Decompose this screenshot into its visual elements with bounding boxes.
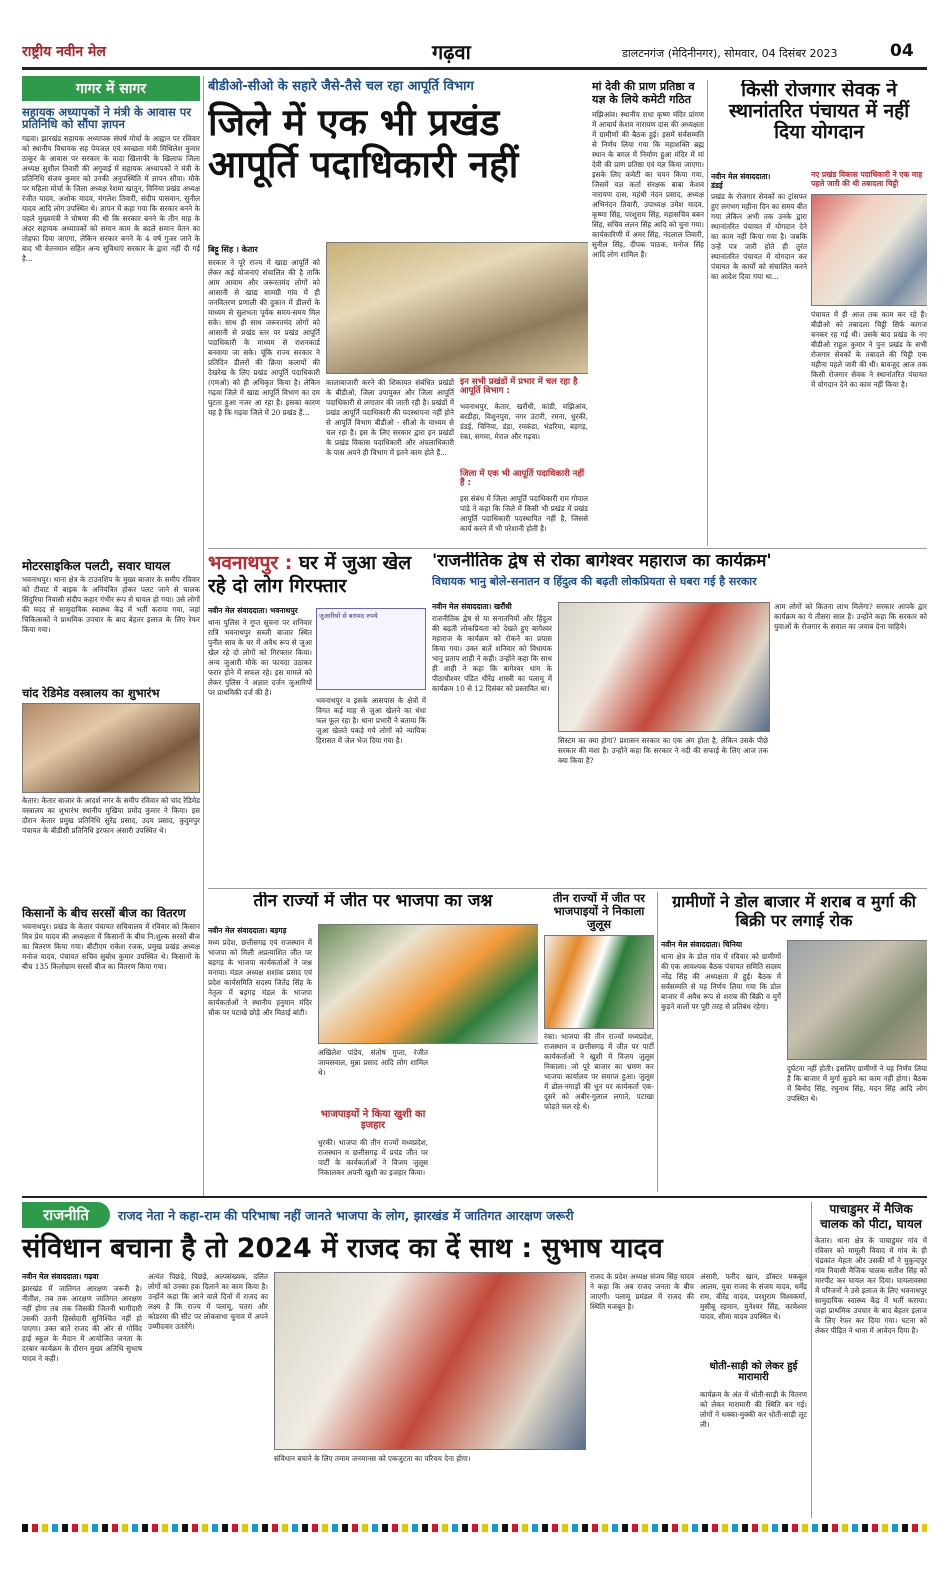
gambling-body1: थाना पुलिस ने गुप्त सूचना पर शनिवार रात्रि भवनाथपुर सब्जी बाजार स्थित पुनीत साव के घर में अवैध रूप से जुआ खेल रहे दो लोगों को गिरफ्तार किया। अन्य जुआरी मौके का फायदा उठाकर फरार होने में सफल रहे। इस मामले को लेकर पुलिस ने अज्ञात दर्जन जुआरियों पर प्राथमिकी दर्ज की है।	[208, 618, 312, 697]
rajneeti-label: राजनीति	[22, 1202, 110, 1228]
bageshwar-body3: आम लोगों को कितना लाभ मिलेगा? सरकार आपके द्वार कार्यक्रम का ये तीसरा साल है। उन्होंने कहा कि सरकार को युवाओं के रोजगार के सवाल का जवाब देना चाहिये।	[774, 602, 927, 631]
rajneeti-col3: संविधान बचाने के लिए तमाम जनमानस को एकजुटता का परिचय देना होगा।	[274, 1454, 471, 1463]
devi-headline: मां देवी की प्राण प्रतिष्ठा व यज्ञ के लिये कमेटी गठित	[592, 80, 695, 106]
dol-body2: दुर्घटना नहीं होती। इसलिए ग्रामीणों ने यह निर्णय लिया है कि बाजार में मुर्गा कुड़ने का काम नहीं होगा। बैठक में बिनोद सिंह, रघुनाथ सिंह, मदन सिंह आदि लोग उपस्थित थे।	[787, 1064, 927, 1103]
bjp-subhead: भाजपाइयों ने किया खुशी का इजहार	[320, 1109, 426, 1131]
bjp-byline: नवीन मेल संवाददाता। बड़गड़	[208, 926, 287, 935]
gambling-headline-text: घर में जुआ खेल रहे दो लोग गिरफ्तार	[208, 552, 412, 597]
paper-logo: राष्ट्रीय नवीन मेल	[22, 44, 106, 60]
lead-byline: बिट्टू सिंह । केतार	[208, 245, 258, 254]
rajneeti-byline: नवीन मेल संवाददाता। गढ़वा	[22, 1272, 99, 1281]
lead-col1: सरकार ने पूरे राज्य में खाद्य आपूर्ति को लेकर कई योजनाएं संचालित की है ताकि आम आवाम और जरूरतमंद लोगों को आसानी से खाद्य सामग्री गांव में ही जनवितरण प्रणाली की दुकान में डीलरों के माध्यम से सुलभता पूर्वक समय-समय मिल सके। साथ ही साथ जरूरतमंद लोगों को आसानी से प्रखंड स्तर पर प्रखंड आपूर्ति पदाधिकारी के माध्यम से राशनकार्ड बनवाया जा सके। चूंकि राज्य सरकार ने प्रतिदिन डीलरों की क्रिया कलापों की देखरेख के लिए प्रखंड आपूर्ति पदाधिकारी (एमओ) को ही अधिकृत किया है। लेकिन गढ़वा जिले में खाद्य आपूर्ति विभाग का दम घुटता हुआ नजर आ रहा है। इसका कारण यह है कि गढ़वा जिले में 20 प्रखंड हैं...	[208, 258, 320, 417]
story-seeds-headline: किसानों के बीच सरसों बीज का वितरण	[22, 906, 186, 921]
page-number: 04	[890, 41, 914, 61]
rozgar-photo-building	[811, 194, 927, 306]
rajneeti-col4: राजद के प्रदेश अध्यक्ष संजय सिंह यादव ने कहा कि अब राजद जनता के बीच जाएगी। पलामू प्रमंडल में राजद की स्थिति मजबूत है।	[590, 1272, 694, 1311]
story-teachers-headline: सहायक अध्यापकों ने मंत्री के आवास पर प्रतिनिधि को सौंपा ज्ञापन	[22, 105, 192, 132]
bjp-photo-celebration	[318, 924, 538, 1044]
mid-page-rule-2	[208, 888, 927, 889]
bageshwar-body2: सिस्टम का क्या होगा? प्रशासन सरकार का एक अंग होता है, लेकिन उसके पीछे सरकार की मंशा है। उन्होंने कहा कि सरकार ने नदी की सफाई के लिए आज तक क्या किया है?	[558, 736, 768, 765]
bageshwar-body1: राजनीतिक द्वेष से या सनातनियों और हिंदुत्व की बढ़ती लोकप्रियता को देखते हुए बागेश्वर महाराज के कार्यक्रम को रोकने का प्रयास किया गया। उक्त बातें शनिवार को विधायक भानु प्रताप शाही ने कही। उन्होंने कहा कि साथ ही शाही ने कहा कि बागेश्वर धाम के पीठाधीश्वर पंडित धीरेंद्र शास्त्री का पलामू में कार्यक्रम 10 से 12 दिसंबर को प्रस्तावित था।	[432, 614, 552, 693]
pachadumar-body: केतार। थाना क्षेत्र के पाचाडुमर गांव में रविवार को मामूली विवाद में गांव के ही चंद्रकांत मेहता और उसकी माँ ने मुकुन्दपुर गांव निवासी मैजिक चालक सतीश सिंह को मारपीट कर घायल कर दिया। घायलावस्था में परिजनों ने उसे इलाज के लिए भवनाथपुर सामुदायिक स्वास्थ्य केंद्र में भर्ती कराया। जहां प्राथमिक उपचार के बाद बेहतर इलाज के लिए रेफर कर दिया गया। घटना को लेकर पीड़ित ने थाना में आवेदन दिया है।	[815, 1236, 927, 1335]
rozgar-body1: प्रखंड के रोजगार सेवकों का ट्रांसफर हुए लगभग महीना दिन का समय बीत गया लेकिन अभी तक उनके द्वारा स्थानांतरित पंचायत में योगदान देने का काम नहीं किया गया है। जबकि उन्हें पत्र जारी होते ही तुरंत स्थानांतरित पंचायत में योगदान कर पंचायत के कार्यों को संचालित करने का आदेश दिया गया था...	[711, 192, 807, 281]
bageshwar-headline: 'राजनीतिक द्वेष से रोका बागेश्वर महाराज का कार्यक्रम'	[432, 552, 772, 571]
bageshwar-photo-mla	[558, 602, 770, 732]
julus-body: रंका। भाजपा की तीन राज्यों मध्यप्रदेश, राजस्थान व छत्तीसगढ़ में जीत पर पार्टी कार्यकर्ताओं ने खुशी में विजय जुलूस निकाला। जो पूरे बाजार का भ्रमण कर भाजपा कार्यालय पर समाप्त हुआ। जुलूस में ढोल-नगाड़ों की धुन पर कार्यकर्ता एक-दूसरे को अबीर-गुलाल लगाते, पटाखा फोड़ते चल रहे थे।	[544, 1032, 654, 1111]
story-motorcycle-headline: मोटरसाइकिल पलटी, सवार घायल	[22, 558, 171, 573]
julus-headline: तीन राज्यों में जीत पर भाजपाइयों ने निकाला जुलूस	[552, 892, 646, 931]
rajneeti-divider	[811, 1202, 812, 1518]
rajneeti-col5: अंसारी, फरीद खान, डॉक्टर मकबूल आलम, युवा राजद के संजय यादव, धर्मेंद्र राम, बीरेंद्र यादव, परशुराम विश्वकर्मा, मुसीबू रहमान, मुनेश्वर सिंह, कामेश्वर यादव, सीमा यादव उपस्थित थे।	[700, 1272, 807, 1321]
lead-photo-grain-sacks	[326, 242, 588, 374]
rajneeti-col2: अत्यंत पिछड़े, पिछड़े, अल्पसंख्यक, दलित लोगों को उनका हक दिलाने का काम किया है। उन्होंने कहा कि आने वाले दिनों में राजद का लक्ष्य है कि राज्य में पलामू, चतरा और कोडरमा की सीट पर लोकसभा चुनाव में अपने उम्मीदवार उतारेंगे।	[148, 1272, 268, 1331]
rozgar-headline: किसी रोजगार सेवक ने स्थानांतरित पंचायत में नहीं दिया योगदान	[728, 80, 910, 143]
rajneeti-story	[22, 1272, 807, 1518]
dateline: डालटनगंज (मेदिनीनगर), सोमवार, 04 दिसंबर 2023	[622, 47, 838, 60]
left-band: गागर में सागर	[22, 76, 200, 101]
dol-headline: ग्रामीणों ने डोल बाजार में शराब व मुर्गा की बिक्री पर लगाई रोक	[672, 892, 916, 930]
gambling-story	[208, 552, 426, 886]
julus-photo-procession	[544, 935, 654, 1029]
rajneeti-kicker: राजद नेता ने कहा-राम की परिभाषा नहीं जानते भाजपा के लोग, झारखंड में जातिगत आरक्षण जरूरी	[118, 1208, 574, 1223]
rajneeti-col1: झारखंड में जातिगत आरक्षण जरूरी है। नीतीश, तब तक आरक्षण जातिगत आरक्षण नहीं होगा तब तक जिसकी जितनी भागीदारी उसकी उतनी हिस्सेदारी सुनिश्चित नहीं हो पाएगा। उक्त बातें राजद की ओर से गोविंद हाई स्कूल के मैदान में आयोजित जनता के दरबार कार्यक्रम के दौरान मुख्य अतिथि सुभाष यादव ने कही।	[22, 1284, 142, 1363]
mid-col-divider	[707, 80, 708, 546]
gambling-clipping	[316, 608, 426, 690]
story-readymade-headline: चांद रेडिमेड वस्त्रालय का शुभारंभ	[22, 685, 160, 700]
lead-col3b: इस संबंध में जिला आपूर्ति पदाधिकारी राम गोपाल पांडे ने कहा कि जिले में किसी भी प्रखंड में प्रखंड आपूर्ति पदाधिकारी पदस्थापित नहीं है, जिससे कार्य करने में भी परेशानी होती है।	[460, 494, 588, 533]
dol-story	[661, 892, 927, 1192]
rozgar-body2: पंचायत में ही आज तक काम कर रहे हैं। बीडीओ को तबादला चिट्ठी सिर्फ कागज बनकर रह गई थी। उसके बाद प्रखंड के नए बीडीओ राहुल कुमार ने पुनः प्रखंड के सभी रोजगार सेवकों के तबादले की चिट्ठी एक महीना पहले जारी की थी। बावजूद आज तक किसी रोजगार सेवक ने स्थानांतरित पंचायत में योगदान देने का काम नहीं किया है।	[811, 310, 927, 389]
bottom-color-bar	[22, 1524, 927, 1532]
mid-page-rule	[208, 548, 927, 549]
masthead-rule	[22, 67, 927, 70]
lead-headline: जिले में एक भी प्रखंड आपूर्ति पदाधिकारी नहीं	[208, 101, 519, 186]
left-column	[22, 76, 200, 1196]
devi-story	[592, 80, 704, 546]
bjp-body2: धुरकी। भाजपा की तीन राज्यों मध्यप्रदेश, राजस्थान व छत्तीसगढ़ में प्रचंड जीत पर पार्टी के कार्यकर्ताओं ने विजय जुलूस निकालकर अपनी खुशी का इजहार किया।	[318, 1138, 428, 1177]
pachadumar-story	[815, 1202, 927, 1518]
rozgar-story	[711, 80, 927, 546]
rozgar-photo-caption: नए प्रखंड विकास पदाधिकारी ने एक माह पहले जारी की थी तबादला चिट्ठी	[811, 170, 923, 188]
readymade-photo	[22, 703, 200, 793]
bjp-headline: तीन राज्यों में जीत पर भाजपा का जश्न	[253, 892, 493, 911]
dol-photo-villagers	[787, 940, 927, 1060]
dol-byline: नवीन मेल संवाददाता। चिनिया	[661, 940, 743, 949]
gambling-clipping-text: जुआरियों से बरामद रुपये	[319, 612, 378, 620]
lead-col3: भवनाथपुर, केतार, खरौंधी, कांडी, मझिआंव, बरडीहा, विशुनपुरा, नगर उंटारी, रमना, धुरकी, डंडई, चिनिया, डंडा, रमकंडा, भंडरिया, बड़गड़, रंका, सगमा, मेराल और गढ़वा।	[460, 402, 588, 441]
dol-body1: थाना क्षेत्र के डोल गांव में रविवार को ग्रामीणों की एक आवश्यक बैठक पंचायत समिति सदस्य नरेंद्र सिंह की अध्यक्षता में हुई। बैठक में सर्वसम्मति से यह निर्णय लिया गया कि डोल बाजार में अवैध रूप से शराब की बिक्री व मुर्गे कुड़ने वालों पर पूरी तरह से प्रतिबंध रहेगा।	[661, 952, 781, 1011]
julus-divider	[657, 892, 658, 1192]
story-readymade-body: केतार। केतार बाजार के आदर्श नगर के समीप रविवार को चांद रेडिमेड वस्त्रालय का शुभारंभ स्थानीय मुखिया प्रमोद कुमार ने किया। इस दौरान केतार प्रमुख प्रतिनिधि सुरेंद्र प्रसाद, उदय प्रसाद, कुदुमपुर पंचायत के बीडीसी प्रतिनिधि इरफान अंसारी उपस्थित थे।	[22, 796, 200, 836]
julus-story	[544, 892, 654, 1192]
bageshwar-byline: नवीन मेल संवाददाता। खरौंधी	[432, 602, 512, 611]
rajneeti-headline: संविधान बचाना है तो 2024 में राजद का दें साथ : सुभाष यादव	[22, 1233, 663, 1264]
lead-col3-head2: जिला में एक भी आपूर्ति पदाधिकारी नहीं हैं :	[460, 469, 585, 489]
pachadumar-headline: पाचाडुमर में मैजिक चालक को पीटा, घायल	[820, 1202, 922, 1231]
gambling-place: भवनाथपुर :	[208, 552, 293, 574]
gambling-headline	[208, 552, 426, 598]
devi-body: मझिआंव। स्थानीय राधा कृष्ण मंदिर प्रांगण में आचार्य केशव नारायण दास की अध्यक्षता में ग्रामीणों की बैठक हुई। इसमें सर्वसम्मति से निर्णय लिया गया कि महाशक्ति ब्रह्म स्थान के बगल में निर्माण हुआ मंदिर में मां देवी की प्राण प्रतिष्ठा एवं यज्ञ किया जाएगा। इसके लिए कमेटी का चयन किया गया, जिसमें यज्ञ कर्ता संरक्षक बाबा केशव नारायण दास, महंथी नंदन प्रसाद, अध्यक्ष अभिनंदन तिवारी, उपाध्यक्ष उमेश यादव, कृष्णा सिंह, परशुराम सिंह, महासचिव बबन सिंह, सचिव ललन सिंह आदि को चुना गया। कार्यकारिणी में अमर सिंह, नंदलाल तिवारी, सुनील सिंह, दीपक पाठक, मनोज सिंह आदि लोग शामिल हैं।	[592, 110, 704, 259]
story-seeds-body: भवनाथपुर। प्रखंड के केतार पंचायत सचिवालय में रविवार को किसान मित्र प्रेम यादव की अध्यक्षता में किसानों के बीच नि:शुल्क सरसों बीज का वितरण किया गया। बीटीएम राकेश रजक, प्रमुख प्रखंड अध्यक्ष मनोज यादव, पंचायत सचिव सुबोध कुमार उपस्थित थे। किसानों के बीच 135 किलोग्राम सरसों बीज का वितरण किया गया।	[22, 921, 200, 971]
rajneeti-top-rule	[22, 1196, 927, 1198]
rozgar-byline: नवीन मेल संवाददाता। डंडई	[711, 172, 771, 190]
bageshwar-story	[432, 552, 927, 886]
rajneeti-subhead: धोती-साड़ी को लेकर हुई मारामारी	[709, 1361, 798, 1383]
masthead	[22, 38, 927, 64]
bjp-body1: मध्य प्रदेश, छत्तीसगढ़ एवं राजस्थान में भाजपा को मिली अप्रत्याशित जीत पर बड़गड़ के भाजपा कार्यकर्ताओं ने जश्न मनाया। मंडल अध्यक्ष शशांक प्रसाद एवं प्रदेश कार्यसमिति सदस्य जितेंद्र सिंह के नेतृत्व में बड़गड़ मंडल के भाजपा कार्यकर्ताओं ने स्थानीय हनुमान मंदिर चौक पर पटाखे छोड़े और मिठाई बांटी।	[208, 938, 312, 1017]
gambling-byline: नवीन मेल संवाददाता। भवनाथपुर	[208, 606, 298, 615]
story-teachers-body: गढ़वा। झारखंड सहायक अध्यापक संघर्ष मोर्चा के आह्वान पर रविवार को स्थानीय विधायक सह पेयजल एवं स्वच्छता मंत्री मिथिलेश कुमार ठाकुर के आवास पर सरकार के वादा खिलाफी के खिलाफ जिला अध्यक्ष सुशील तिवारी की अगुवाई में सहायक अध्यापकों ने मंत्री के प्रतिनिधि संजय कुमार को उनकी अनुपस्थिति में ज्ञापन सौंपा। मौके पर महिला मोर्चा के जिला अध्यक्ष रेशमा खातून, विनिया प्रखंड अध्यक्ष रंजीत यादव, अशोक यादव, मंगलेश तिवारी, संदीप पासवान, सुनील यादव आदि लोग उपस्थित थे। ज्ञापन में कहा गया कि सरकार बनने के पहले मुख्यमंत्री ने घोषणा की थी कि सरकार बनने के तीन माह के अंदर सहायक अध्यापकों को समान काम के बदले समान वेतन का तोहफा दिया जाएगा, लेकिन सरकार बनने के 4 वर्ष गुजर जाने के बाद भी वेतनमान सहित अन्य सुविधाएं सरकार के द्वारा नहीं दी गई है...	[22, 133, 200, 263]
gambling-body2: भवनाथपुर व इसके आसपास के क्षेत्रों में विगत कई माह से जुआ खेलने का धंधा फल फूल रहा है। थाना प्रभारी ने बताया कि जुआ खेलते पकड़े गये लोगों को न्यायिक हिरासत में जेल भेज दिया गया है।	[316, 696, 426, 745]
bjp-story	[208, 892, 538, 1192]
lead-kicker: बीडीओ-सीओ के सहारे जैसे-तैसे चल रहा आपूर्ति विभाग	[208, 79, 474, 94]
rajneeti-band	[22, 1202, 807, 1230]
bageshwar-subhead: विधायक भानु बोले-सनातन व हिंदुत्व की बढ़ती लोकप्रियता से घबरा गई है सरकार	[432, 575, 757, 589]
left-col-divider	[203, 76, 204, 1196]
section-title: गढ़वा	[432, 40, 471, 64]
rajneeti-photo-leaders	[274, 1272, 586, 1450]
lead-story	[208, 76, 588, 546]
bjp-caption: अखिलेश पांडेय, संतोष गुप्ता, रंजीत जायसवाल, मुन्ना प्रसाद आदि लोग शामिल थे।	[318, 1048, 428, 1077]
lead-col2: कालाबाजारी करने की शिकायत संबंधित प्रखंडों के बीडीओ, जिला उपायुक्त और जिला आपूर्ति पदाधिकारी से लगातार की जाती रही है। प्रखंडों में प्रखंड आपूर्ति पदाधिकारी की पदस्थापना नहीं होने से आपूर्ति विभाग बीडीओ - सीओ के माध्यम से चल रहा है। इस के लिए सरकार द्वारा इन प्रखंडों के प्रखंड विकास पदाधिकारी और अंचलाधिकारी के पास अपने ही विभाग में इतने काम होते हैं...	[326, 378, 454, 457]
story-motorcycle-body: भवनाथपुर। थाना क्षेत्र के टाउनशिप के मुख्य बाजार के समीप रविवार को टीवाट में बाइक के अनियंत्रित होकर पलट जाने से चालक सिंदुरिया निवासी संदीप कहार गंभीर रूप से घायल हो गया। उसे लोगों की मदद से सामुदायिक स्वास्थ्य केंद्र में भर्ती कराया गया, जहां चिकित्सकों ने प्राथमिक उपचार के बाद बेहतर इलाज के लिए रेफर किया गया।	[22, 574, 200, 634]
lead-col3-head: इन सभी प्रखंडों में प्रभार में चल रहा है आपूर्ति विभाग :	[460, 377, 578, 397]
rajneeti-col5b: कार्यक्रम के अंत में धोती-साड़ी के वितरण को लेकर मारामारी की स्थिति बन गई। लोगों ने धक्का-मुक्की कर धोती-साड़ी लूट ली।	[700, 1390, 807, 1429]
